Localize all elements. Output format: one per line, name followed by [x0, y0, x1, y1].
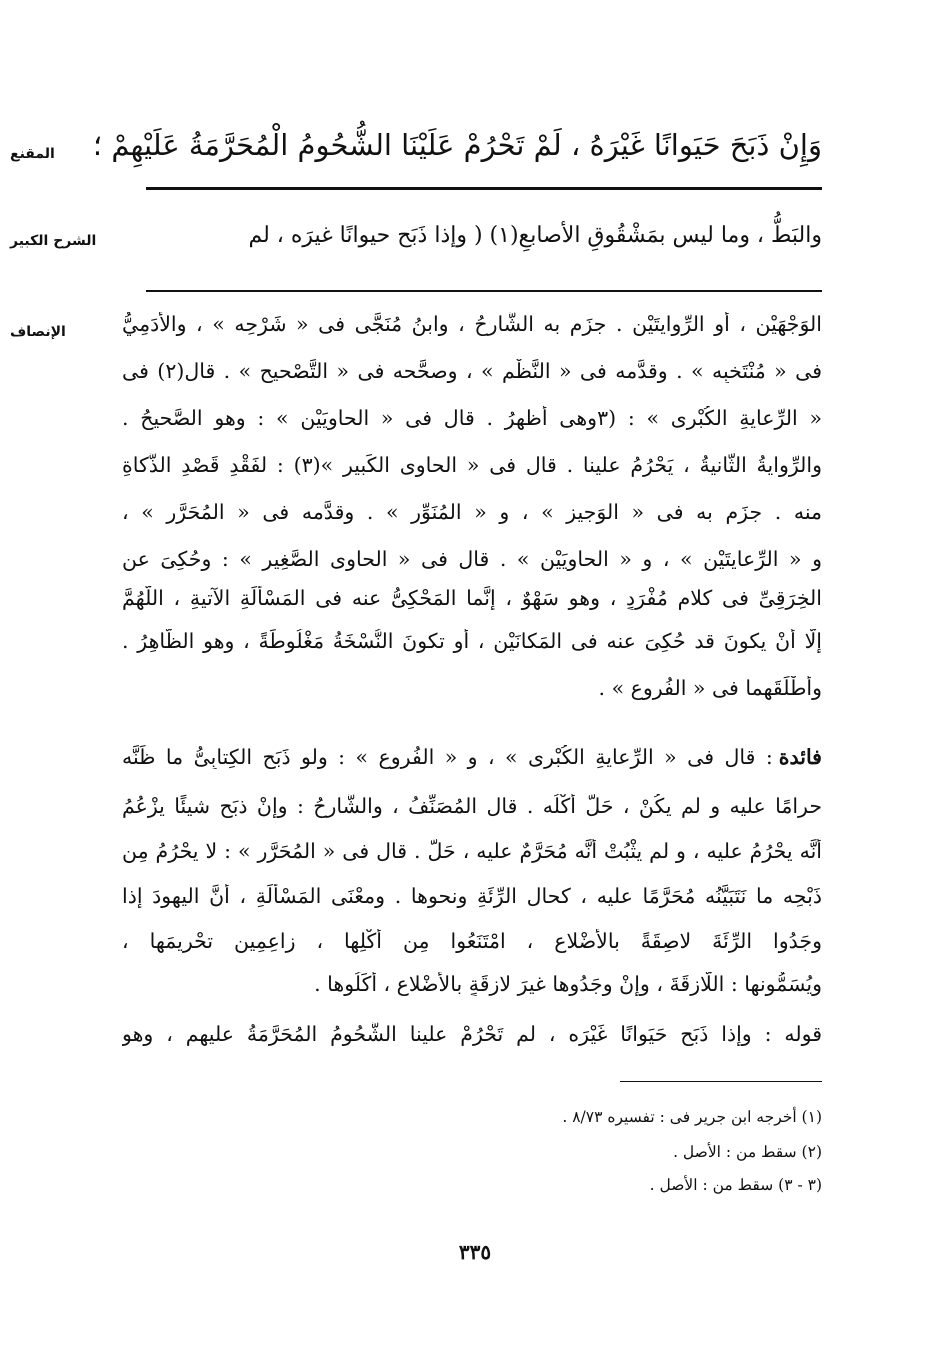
- faida-line: : قال فى « الرِّعايةِ الكُبْرى » ، و « الفُروعِ » : ولو ذَبَح الكِتابِىُّ ما ظَنَّه: [122, 745, 773, 769]
- faida-line: ذَبْحِه ما نَتَبَيَّنُه مُحَرَّمًا عليه ، كحالِ الرِّئَةِ ونحوِها . ومعْنَى المَسْأَلَةِ ، أنَّ اليهودَ إذا: [122, 884, 822, 908]
- muqni-side-label: المقنع: [10, 146, 55, 162]
- insaf-line: الوَجْهَيْن ، أو الرِّوايتَيْن . جزَم به الشَّارِحُ ، وابنُ مُنَجَّى فى « شَرْحِه » ، والأدَمِيُّ: [122, 312, 822, 336]
- insaf-line: إلَّا أنْ يكونَ قد حُكِىَ عنه فى المَكانَيْن ، أو تكونَ النُّسْخَةُ مَغْلُوطَةً ، وهو الظَّاهِرُ .: [122, 629, 822, 653]
- muqni-text: وَإِنْ ذَبَحَ حَيَوانًا غَيْرَهُ ، لَمْ تَحْرُمْ عَلَيْنَا الشُّحُومُ الْمُحَرَّمَةُ عَلَيْهِمْ ؛: [92, 128, 822, 162]
- insaf-line: وأطْلَقَهما فى « الفُروعِ » .: [598, 676, 822, 700]
- faida-line: ويُسَمُّونها : اللَّازِقَةَ ، وإنْ وجَدُوها غيرَ لازِقَةٍ بالأضْلاعِ ، أكَلُوها .: [314, 972, 822, 996]
- footnote: (٣ - ٣) سقط من : الأصل .: [649, 1176, 822, 1194]
- insaf-line: والرِّوايةُ الثَّانيةُ ، يَحْرُمُ علينا . قال فى « الحاوِى الكَبيرِ »(٣) : لفَقْدِ قَصْدِ الذَّكاةِ: [122, 453, 822, 477]
- insaf-line: « الرِّعايةِ الكُبْرى » : (٣وهى أظهرُ . قال فى « الحاوِيَيْن » : وهو الصَّحيحُ .: [122, 406, 822, 430]
- insaf-line: و « الرِّعايتَيْن » ، و « الحاوِيَيْن » . قال فى « الحاوِى الصَّغِيرِ » : وحُكِىَ عن: [122, 547, 822, 571]
- sharh-side-label: الشرح الكبير: [10, 233, 97, 249]
- muqni-divider: [146, 187, 822, 190]
- insaf-line: الخِرَقِىِّ فى كلامٍ مُفْرَدٍ ، وهو سَهْوٌ ، إنَّما المَحْكِىُّ عنه فى المَسْأَلَةِ الآتيةِ ، اللَّهُمَّ: [122, 586, 822, 610]
- faida-label: فائدة: [778, 745, 822, 769]
- insaf-side-label: الإنصاف: [10, 324, 66, 340]
- faida-line: حرامًا عليه و لم يكُنْ ، حَلَّ أكْلُه . قال المُصَنِّفُ ، والشَّارِحُ : وإنْ ذبَح شيئًا يزْعُمُ: [122, 794, 822, 818]
- footnote-divider: [620, 1081, 822, 1082]
- footnote: (٢) سقط من : الأصل .: [673, 1143, 822, 1161]
- qawluh-line: قوله : وإذا ذَبَح حَيَوانًا غَيْرَه ، لم تَحْرُمْ علينا الشُّحُومُ المُحَرَّمَةُ عليهم ، وهو: [122, 1022, 822, 1046]
- faida-line: وجَدُوا الرِّئَةَ لاصِقَةً بالأضْلاعِ ، امْتَنَعُوا مِن أكْلِها ، زاعِمِين تحْرِيمَها ،: [122, 929, 822, 953]
- sharh-text: والبَطُّ ، وما ليس بمَشْقُوقِ الأصابعِ(١) ( وإذا ذَبَح حيوانًا غيرَه ، لم: [248, 223, 822, 248]
- faida-line: أنَّه يحْرُمُ عليه ، و لم يثْبُتْ أنَّه مُحَرَّمٌ عليه ، حَلَّ . قال فى « المُحَرَّرِ » : لا يحْرُمُ مِن: [122, 839, 822, 863]
- page-number: ٣٣٥: [458, 1240, 492, 1264]
- sharh-divider: [146, 290, 822, 292]
- footnote: (١) أخرجه ابن جرير فى : تفسيره ٨/٧٣ .: [562, 1108, 822, 1126]
- faida-first-line: [122, 745, 822, 769]
- insaf-line: منه . جزَم به فى « الوَجيزِ » ، و « المُنَوِّرِ » . وقدَّمه فى « المُحَرَّرِ » ،: [122, 500, 822, 524]
- insaf-line: فى « مُنْتَخبِه » . وقدَّمه فى « النَّظْمِ » ، وصحَّحه فى « التَّصْحيحِ » . قال(٢) فى: [122, 359, 822, 383]
